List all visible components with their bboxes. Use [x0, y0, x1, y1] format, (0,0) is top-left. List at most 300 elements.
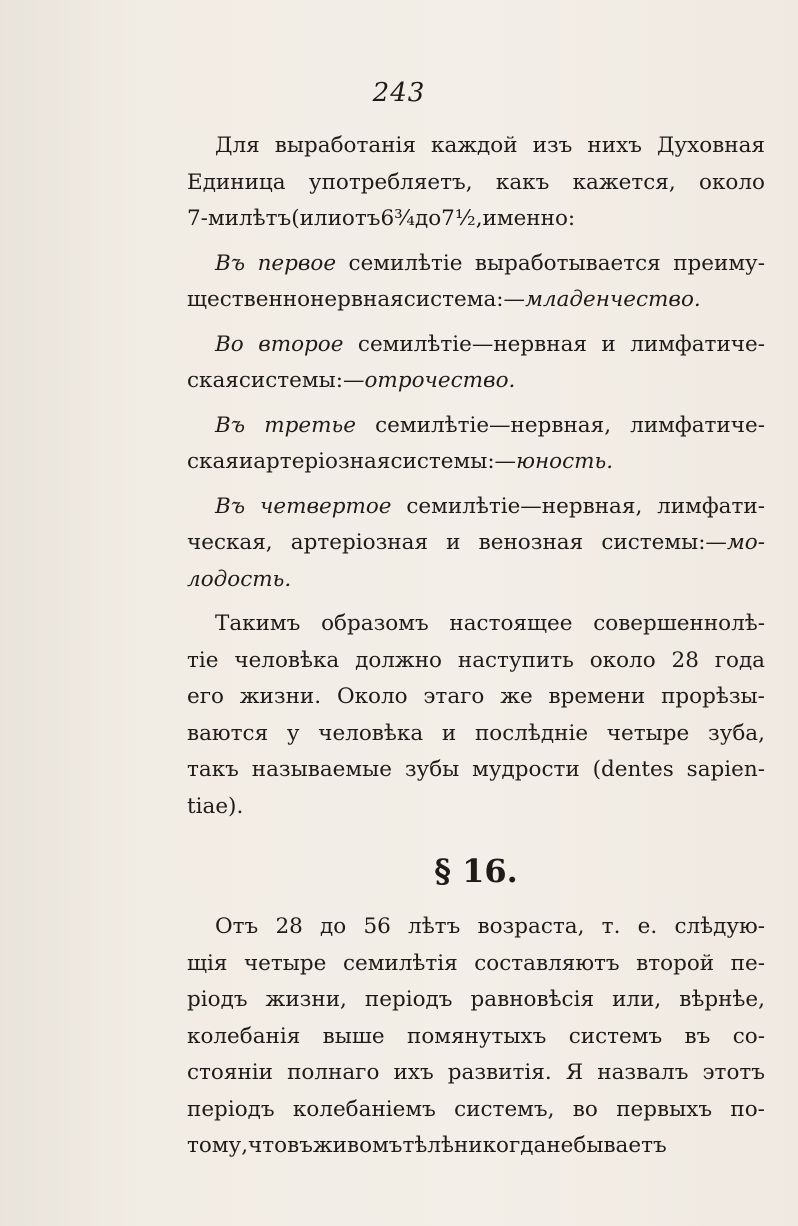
word: [342, 201, 381, 238]
word: [187, 982, 248, 1019]
text-line: [187, 679, 765, 716]
word: [239, 201, 291, 238]
text-line: [187, 525, 765, 562]
text: полнаго: [287, 1060, 380, 1085]
text: періодъ: [364, 987, 453, 1012]
word: [260, 489, 392, 526]
word: [442, 716, 456, 753]
text: четыре: [243, 950, 327, 976]
word: [234, 643, 339, 680]
word: [449, 606, 572, 643]
word: [405, 752, 459, 789]
text: выше: [322, 1023, 385, 1049]
text-line: [187, 562, 765, 599]
text: образомъ: [321, 611, 429, 636]
text-line: [187, 716, 765, 753]
text: равновѣсія: [470, 987, 595, 1012]
text: жизни,: [265, 987, 347, 1012]
word: [343, 946, 458, 983]
text-line: [187, 1019, 765, 1056]
text-line: [187, 408, 765, 445]
word: [321, 606, 429, 643]
word: [549, 679, 646, 716]
text: назвалъ: [597, 1060, 689, 1085]
paragraph: [187, 909, 765, 1165]
italic-text: Въ: [215, 493, 246, 519]
text: венозная: [478, 530, 584, 555]
word: [533, 128, 573, 165]
text-line: [187, 982, 765, 1019]
text: изъ: [532, 133, 573, 158]
text: и: [238, 449, 254, 474]
word: [630, 408, 765, 445]
text-line: [187, 643, 765, 680]
word: [674, 909, 765, 946]
word: [215, 128, 260, 165]
word: [573, 165, 676, 202]
text: т.: [601, 914, 621, 939]
text: ская: [187, 449, 239, 474]
text: пе-: [730, 950, 765, 976]
text-line: [187, 201, 765, 238]
text: (или: [291, 206, 342, 231]
text: ріодъ: [187, 987, 248, 1012]
text: нервная: [310, 287, 404, 312]
word: [607, 716, 689, 753]
text: лимфати-: [657, 493, 765, 519]
text: кажется,: [572, 169, 676, 195]
word: [590, 643, 656, 680]
text: живомъ: [312, 1133, 403, 1158]
word: [500, 679, 533, 716]
word: [479, 525, 584, 562]
word: [244, 946, 326, 983]
text: щественно: [187, 287, 311, 312]
word: [187, 562, 291, 599]
text: и: [441, 720, 457, 746]
text: ихъ: [393, 1060, 434, 1085]
word: [293, 1092, 436, 1129]
text: е.: [637, 914, 658, 939]
text: Единица: [187, 169, 286, 195]
word: [187, 1019, 300, 1056]
text: составляютъ: [474, 950, 620, 976]
text-line: [187, 444, 765, 481]
text-line: [187, 1128, 765, 1165]
word: [687, 752, 765, 789]
word: [474, 946, 619, 983]
word: [187, 525, 273, 562]
text: помянутыхъ: [406, 1023, 547, 1049]
word: [258, 246, 337, 283]
text: въ: [684, 1023, 711, 1049]
word: [252, 752, 392, 789]
text: семилѣтіе—нервная: [357, 331, 587, 357]
word: [375, 408, 611, 445]
text: Около: [336, 684, 408, 709]
italic-text: первое: [257, 250, 337, 276]
word: [404, 282, 701, 319]
word: [402, 1128, 453, 1165]
text: никогда: [453, 1133, 547, 1158]
text: слѣдую-: [674, 914, 765, 939]
word: [638, 909, 658, 946]
text: отъ: [341, 206, 381, 231]
word: [471, 982, 595, 1019]
text-line: [187, 752, 765, 789]
italic-text: Въ: [215, 250, 246, 276]
word: [407, 1019, 546, 1056]
text: этотъ: [702, 1060, 765, 1085]
word: [215, 489, 245, 526]
text: именно:: [482, 206, 576, 231]
text: Для: [215, 133, 260, 158]
word: [636, 946, 714, 983]
section-heading: § 16.: [434, 852, 518, 890]
text: семилѣтіе—нервная,: [406, 493, 643, 519]
word: [408, 909, 460, 946]
text: лимфатиче-: [630, 412, 765, 438]
text: бываетъ: [573, 1133, 667, 1158]
word: [291, 525, 428, 562]
word: [291, 201, 342, 238]
text: преиму-: [673, 250, 765, 276]
text: ская: [187, 368, 239, 393]
text: артеріозная: [253, 449, 391, 474]
word: [423, 679, 484, 716]
text: tiae).: [187, 793, 244, 819]
word: [446, 525, 460, 562]
text: мудрости: [472, 757, 580, 782]
text: ческая,: [187, 530, 273, 555]
text: 7-ми: [187, 206, 239, 231]
word: [730, 1092, 765, 1129]
word: [287, 716, 300, 753]
text: не: [546, 1133, 574, 1158]
text-line: [187, 1092, 765, 1129]
text: Духовная: [656, 133, 765, 158]
word: [394, 1055, 434, 1092]
word: [454, 1128, 546, 1165]
word: [187, 282, 310, 319]
italic-text: лодость.: [187, 566, 292, 592]
text-line: [187, 606, 765, 643]
word: [454, 1092, 554, 1129]
word: [287, 1128, 313, 1165]
word: [215, 327, 244, 364]
page-number: 243: [372, 78, 426, 108]
word: [215, 909, 258, 946]
text: четыре: [606, 720, 690, 746]
text-line: [187, 165, 765, 202]
text: настоящее: [449, 611, 573, 636]
italic-text: мо-: [726, 530, 765, 555]
text: Я: [565, 1060, 584, 1085]
text: по-: [730, 1096, 765, 1122]
text: или,: [612, 987, 662, 1012]
word: [266, 982, 347, 1019]
word: [365, 982, 453, 1019]
text: же: [500, 684, 533, 709]
text: лѣтъ: [408, 914, 461, 939]
italic-text: Въ: [215, 412, 246, 438]
text: 56: [363, 914, 391, 939]
word: [597, 1055, 688, 1092]
text: системы:—: [390, 449, 517, 474]
word: [264, 408, 356, 445]
text: у: [286, 720, 300, 746]
text: совершеннолѣ-: [593, 611, 765, 636]
word: [477, 909, 584, 946]
word: [275, 909, 302, 946]
text: человѣка: [318, 720, 424, 746]
paragraph: [187, 327, 765, 400]
word: [573, 1128, 666, 1165]
word: [187, 444, 239, 481]
word: [546, 1128, 573, 1165]
word: [612, 982, 661, 1019]
word: [239, 444, 253, 481]
word: [685, 1019, 711, 1056]
text: sapien-: [686, 757, 765, 782]
word: [496, 165, 549, 202]
word: [390, 444, 613, 481]
text: семилѣтіе: [348, 250, 463, 276]
word: [187, 789, 243, 826]
word: [187, 1128, 248, 1165]
word: [187, 643, 219, 680]
word: [309, 165, 473, 202]
word: [349, 246, 463, 283]
word: [587, 128, 641, 165]
text: употребляетъ,: [308, 169, 473, 195]
paragraph: [187, 408, 765, 481]
word: [472, 752, 580, 789]
text: его: [187, 684, 224, 709]
text: должно: [355, 647, 442, 673]
word: [708, 716, 765, 753]
text: зубы: [404, 757, 460, 782]
text-line: [187, 489, 765, 526]
text: тому,: [187, 1133, 249, 1158]
text: около: [699, 169, 765, 195]
text: развитія.: [447, 1060, 552, 1085]
word: [187, 201, 239, 238]
text: что: [248, 1133, 288, 1158]
text-line: [187, 946, 765, 983]
text: лѣтъ: [239, 206, 292, 231]
text: со-: [732, 1023, 765, 1049]
word: [630, 327, 765, 364]
text: во: [572, 1096, 598, 1122]
text-line: [187, 1055, 765, 1092]
word: [699, 165, 765, 202]
text: до: [414, 206, 442, 231]
word: [187, 679, 224, 716]
word: [573, 1092, 598, 1129]
text: 7½,: [441, 206, 483, 231]
word: [187, 716, 268, 753]
word: [566, 1055, 583, 1092]
text-line: [187, 363, 765, 400]
word: [601, 525, 765, 562]
text: тіе: [187, 647, 219, 673]
word: [657, 128, 765, 165]
word: [731, 946, 765, 983]
word: [601, 327, 615, 364]
text: 6¾: [380, 206, 415, 231]
text-line: [187, 246, 765, 283]
text: и: [601, 331, 616, 357]
word: [310, 282, 404, 319]
text: называемые: [251, 757, 392, 782]
text: ваются: [187, 720, 269, 746]
word: [475, 246, 661, 283]
text-line: [187, 909, 765, 946]
page-text: [187, 128, 765, 1165]
word: [733, 1019, 765, 1056]
word: [258, 327, 343, 364]
text: выработывается: [474, 250, 661, 276]
paragraph: [187, 128, 765, 238]
word: [458, 643, 574, 680]
word: [380, 201, 415, 238]
text: до: [320, 914, 347, 939]
italic-text: второе: [258, 331, 344, 357]
word: [318, 716, 423, 753]
text: семилѣтіе—нервная,: [375, 412, 612, 438]
word: [187, 363, 239, 400]
text: системъ: [568, 1023, 663, 1049]
italic-text: четвертое: [259, 493, 392, 519]
word: [323, 1019, 385, 1056]
paragraph: [187, 246, 765, 319]
text: послѣдніе: [474, 720, 589, 746]
word: [187, 752, 239, 789]
text-line: [187, 128, 765, 165]
italic-text: отрочество.: [364, 368, 516, 393]
word: [593, 752, 674, 789]
word: [313, 1128, 403, 1165]
word: [363, 909, 390, 946]
word: [320, 909, 346, 946]
text: 28: [671, 647, 699, 673]
text: и: [446, 530, 461, 555]
text: (dentes: [592, 757, 674, 782]
word: [679, 982, 765, 1019]
italic-text: юность.: [516, 449, 614, 474]
text: наступить: [457, 647, 574, 673]
text: этаго: [423, 684, 485, 709]
text-line: [187, 327, 765, 364]
word: [673, 246, 765, 283]
word: [475, 716, 588, 753]
text: Такимъ: [215, 611, 301, 636]
italic-text: младенчество.: [525, 287, 701, 312]
text: лимфатиче-: [630, 331, 765, 357]
word: [215, 606, 300, 643]
text: вѣрнѣе,: [679, 987, 765, 1012]
word: [287, 1055, 379, 1092]
text: каждой: [431, 133, 518, 158]
text: зуба,: [707, 720, 765, 746]
word: [616, 1092, 712, 1129]
text: системы:—: [238, 368, 365, 393]
text: артеріозная: [290, 530, 429, 555]
text: первыхъ: [616, 1096, 713, 1122]
text: Отъ: [215, 914, 259, 939]
word: [593, 606, 765, 643]
text: прорѣзы-: [661, 684, 765, 709]
word: [448, 1055, 552, 1092]
word: [275, 128, 416, 165]
text: нихъ: [587, 133, 642, 158]
text: второй: [636, 950, 715, 976]
word: [703, 1055, 765, 1092]
word: [431, 128, 518, 165]
word: [187, 165, 286, 202]
text: возраста,: [477, 914, 585, 939]
word: [337, 679, 408, 716]
text: періодъ: [187, 1096, 275, 1122]
text-line: [187, 282, 765, 319]
word: [215, 246, 245, 283]
text: система:—: [403, 287, 526, 312]
word: [661, 679, 765, 716]
word: [602, 909, 621, 946]
text: семилѣтія: [342, 950, 458, 976]
italic-text: третье: [264, 412, 356, 438]
word: [569, 1019, 662, 1056]
word: [239, 363, 515, 400]
word: [657, 489, 765, 526]
text: въ: [287, 1133, 313, 1158]
word: [441, 201, 482, 238]
text: человѣка: [234, 647, 340, 673]
text: колебаніемъ: [292, 1096, 436, 1122]
text: какъ: [495, 169, 550, 195]
word: [406, 489, 642, 526]
paragraph: [187, 606, 765, 825]
word: [483, 201, 576, 238]
text: тѣлѣ: [402, 1133, 454, 1158]
text: системъ,: [454, 1096, 555, 1122]
paragraph: [187, 489, 765, 599]
text: стояніи: [187, 1060, 273, 1085]
italic-text: Во: [215, 331, 244, 357]
text: около: [589, 647, 656, 673]
text-line: [187, 789, 765, 826]
word: [248, 1128, 287, 1165]
word: [358, 327, 587, 364]
word: [355, 643, 442, 680]
word: [253, 444, 390, 481]
word: [187, 1055, 273, 1092]
text: времени: [548, 684, 646, 709]
word: [187, 946, 227, 983]
word: [672, 643, 699, 680]
text: колебанія: [187, 1023, 301, 1049]
text: такъ: [187, 757, 239, 782]
text: года: [714, 647, 765, 673]
text: щія: [187, 950, 228, 976]
word: [715, 643, 765, 680]
word: [215, 408, 245, 445]
text: жизни.: [239, 684, 322, 709]
text: системы:—: [601, 530, 727, 555]
text: 28: [275, 914, 303, 939]
word: [187, 1092, 275, 1129]
